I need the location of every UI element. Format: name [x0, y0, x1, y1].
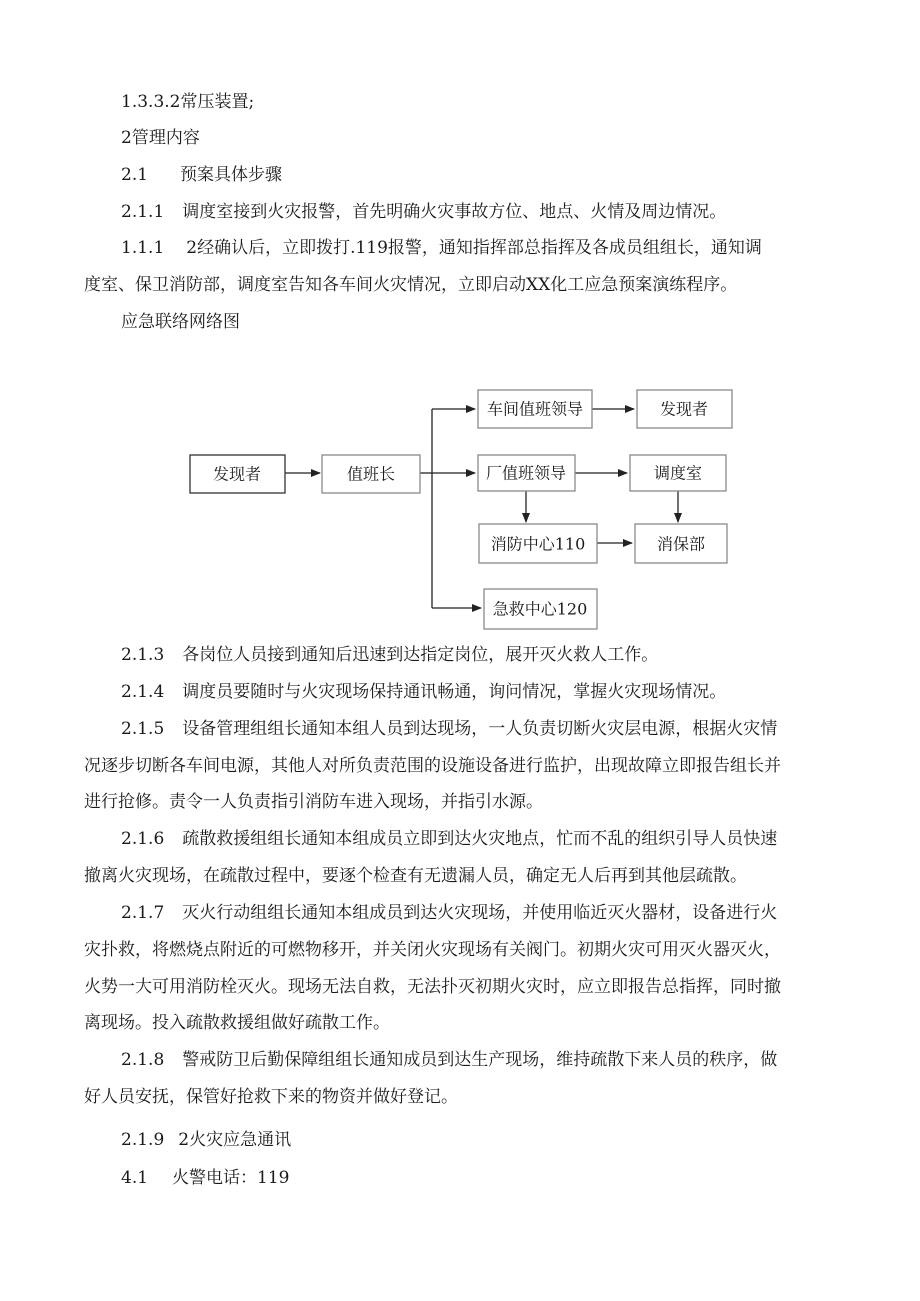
- section-number: 2.1.9: [121, 1130, 165, 1150]
- diagram-connectors: [285, 409, 678, 608]
- section-number: 2.1: [121, 165, 149, 185]
- section-2-heading: 2管理内容: [121, 128, 200, 148]
- section-2-1-4: [121, 682, 726, 702]
- section-number: 2.1.6: [121, 829, 165, 849]
- section-number: 2.1.8: [121, 1050, 165, 1070]
- section-text: 2经确认后，立即拨打.119报警，通知指挥部总指挥及各成员组组长，通知调: [186, 238, 762, 258]
- section-2-1-8-line2: 好人员安抚，保管好抢救下来的物资并做好登记。: [84, 1087, 458, 1107]
- node-workshop-leader-label: 车间值班领导: [486, 399, 584, 419]
- node-fire-center-label: 消防中心110: [490, 534, 586, 554]
- section-1-1-1-cont: 度室、保卫消防部，调度室告知各车间火灾情况，立即启动XX化工应急预案演练程序。: [84, 275, 738, 295]
- section-text: 火警电话：119: [172, 1168, 290, 1188]
- section-2-1-8: [121, 1050, 777, 1070]
- section-text: 调度员要随时与火灾现场保持通讯畅通，询问情况，掌握火灾现场情况。: [182, 682, 727, 702]
- section-2-1-7-line3: 火势一大可用消防栓灭火。现场无法自救，无法扑灭初期火灾时，应立即报告总指挥，同时撤: [84, 977, 781, 997]
- section-text: 警戒防卫后勤保障组组长通知成员到达生产现场，维持疏散下来人员的秩序，做: [182, 1050, 778, 1070]
- section-2-1-7: [121, 903, 777, 923]
- section-number: 2.1.3: [121, 645, 165, 665]
- section-text: 灭火行动组组长通知本组成员到达火灾现场，并使用临近灭火器材，设备进行火: [182, 903, 778, 923]
- section-text: 各岗位人员接到通知后迅速到达指定岗位，展开灭火救人工作。: [182, 645, 659, 665]
- section-2-1-5-line2: 况逐步切断各车间电源，其他人对所负责范围的设施设备进行监护，出现故障立即报告组长并: [84, 756, 781, 776]
- section-2-1-3: [121, 645, 658, 665]
- node-emergency-label: 急救中心120: [492, 599, 588, 619]
- section-2-1-7-line2: 灾扑救，将燃烧点附近的可燃物移开，并关闭火灾现场有关阀门。初期火灾可用灭火器灭火，: [84, 940, 781, 960]
- node-finder-label: 发现者: [212, 464, 262, 484]
- section-2-1-7-line4: 离现场。投入疏散救援组做好疏散工作。: [84, 1013, 390, 1033]
- section-text: 预案具体步骤: [180, 165, 283, 185]
- section-text: 2火灾应急通讯: [178, 1130, 292, 1150]
- section-4-1: [121, 1168, 290, 1188]
- node-dispatch-label: 调度室: [653, 463, 703, 483]
- section-2-1-6: [121, 829, 777, 849]
- section-number: 1.1.1: [121, 238, 165, 258]
- section-2-1-5: [121, 719, 777, 739]
- node-security-label: 消保部: [656, 534, 706, 554]
- section-number: 4.1: [121, 1168, 149, 1188]
- section-text: 疏散救援组组长通知本组成员立即到达火灾地点，忙而不乱的组织引导人员快速: [182, 829, 778, 849]
- section-text: 调度室接到火灾报警，首先明确火灾事故方位、地点、火情及周边情况。: [182, 202, 727, 222]
- node-shift-leader-label: 值班长: [346, 464, 396, 484]
- section-number: 2.1.7: [121, 903, 165, 923]
- section-2-1-9: [121, 1130, 291, 1150]
- diagram-caption: 应急联络网络图: [121, 312, 240, 332]
- node-factory-leader-label: 厂值班领导: [485, 463, 567, 483]
- section-text: 设备管理组组长通知本组人员到达现场，一人负责切断火灾层电源，根据火灾情: [182, 719, 778, 739]
- section-2-1-6-line2: 撤离火灾现场，在疏散过程中，要逐个检查有无遗漏人员，确定无人后再到其他层疏散。: [84, 866, 747, 886]
- section-1-3-3-2: 1.3.3.2常压装置;: [121, 92, 255, 112]
- section-number: 2.1.4: [121, 682, 165, 702]
- section-number: 2.1.5: [121, 719, 165, 739]
- section-number: 2.1.1: [121, 202, 165, 222]
- node-finder2-label: 发现者: [659, 399, 709, 419]
- section-2-1-5-line3: 进行抢修。责令一人负责指引消防车进入现场，并指引水源。: [84, 792, 543, 812]
